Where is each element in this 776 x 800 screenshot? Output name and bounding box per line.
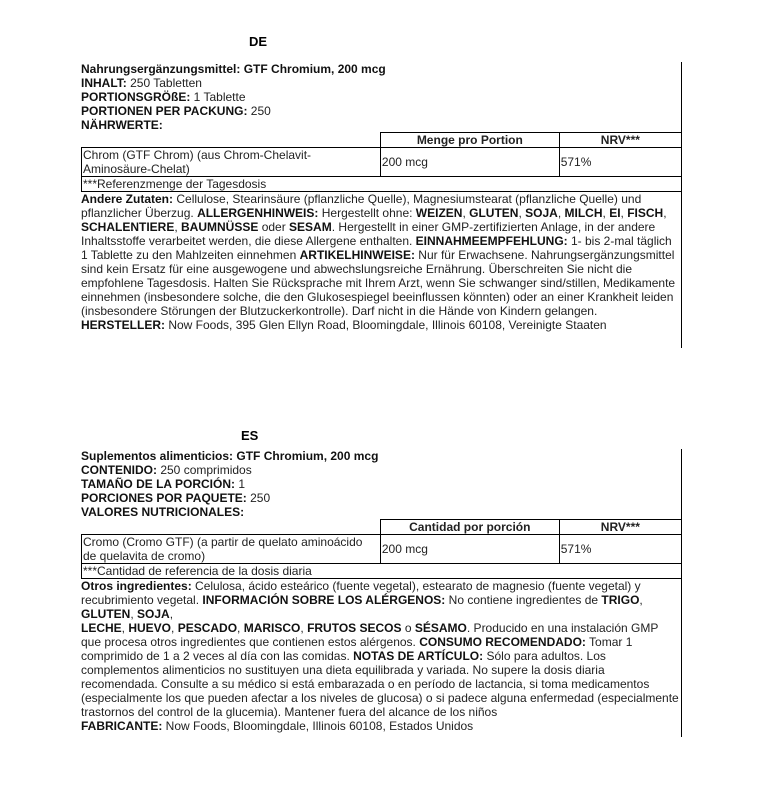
table-row [82, 148, 682, 177]
table-header-row [82, 520, 682, 535]
table-header-row [82, 133, 682, 148]
nutrition-table-de [81, 132, 682, 192]
ingredients-paragraph: Otros ingredientes: Celulosa, ácido esteárico (fuente vegetal), estearato de magnesio (fuente vegetal) y recubrimiento vegetal. INFORMACIÓN SOBRE LOS ALÉRGENOS: No contiene ingredientes de TRIGO, GLUTEN, SOJA, LECHE, HUEVO, PESCADO, MARISCO, FRUTOS SECOS o SÉSAMO. Producido en una instalación GMP que procesa otros ingredientes que contienen estos alérgenos. CONSUMO RECOMENDADO: Tomar 1 comprimido de 1 a 2 veces al día con las comidas. NOTAS DE ARTÍCULO: Sólo para adultos. Los complementos alimenticios no sustituyen una dieta equilibrada y variada. No supere la dosis diaria recomendada. Consulte a su médico si está embarazada o en período de lactancia, si toma medicamentos (especialmente los que pueden afectar a los niveles de glucosa) o si padece alguna enfermedad (especialmente trastornos del control de la glucemia). Mantener fuera del alcance de los niños [81, 579, 679, 719]
content-line: INHALT: 250 Tabletten [81, 76, 202, 90]
servings-per-pack-line: PORCIONES POR PAQUETE: 250 [81, 491, 271, 505]
manufacturer-line: FABRICANTE: Now Foods, Bloomingdale, Illinois 60108, Estados Unidos [81, 719, 474, 733]
content-line: CONTENIDO: 250 comprimidos [81, 463, 252, 477]
product-line: Nahrungsergänzungsmittel: GTF Chromium, 200 mcg [81, 62, 386, 76]
nutrient-amount: 200 mcg [380, 535, 559, 564]
label-block-de [81, 62, 682, 348]
table-row [82, 535, 682, 564]
language-heading-de: DE [249, 34, 268, 49]
language-heading-es: ES [241, 428, 259, 443]
ingredients-paragraph: Andere Zutaten: Cellulose, Stearinsäure (pflanzliche Quelle), Magnesiumstearat (pflanzliche Quelle) und pflanzlicher Überzug. ALLERGENHINWEIS: Hergestellt ohne: WEIZEN, GLUTEN, SOJA, MILCH, EI, FISCH, SCHALENTIERE, BAUMNÜSSE oder SESAM. Hergestellt in einer GMP-zertifizierten Anlage, in der andere Inhaltsstoffe verarbeitet werden, die diese Allergene enthalten. EINNAHMEEMPFEHLUNG: 1- bis 2-mal täglich 1 Tablette zu den Mahlzeiten einnehmen ARTIKELHINWEISE: Nur für Erwachsene. Nahrungsergänzungsmittel sind kein Ersatz für eine ausgewogene und abwechslungsreiche Ernährung. Überschreiten Sie nicht die empfohlene Tagesdosis. Halten Sie Rücksprache mit Ihrem Arzt, wenn Sie schwanger sind/stillen, Medikamente einnehmen (insbesondere solche, die den Glukosespiegel beeinflussen könnten) oder an einer Krankheit leiden (insbesondere Störungen der Blutzuckerkontrolle). Darf nicht in die Hände von Kindern gelangen. [81, 192, 676, 318]
label-block-es [81, 449, 682, 737]
header-amount: Cantidad por porción [380, 520, 559, 535]
footnote-row [82, 177, 682, 192]
header-amount: Menge pro Portion [380, 133, 559, 148]
nutrient-nrv: 571% [559, 535, 681, 564]
nutrient-amount: 200 mcg [380, 148, 559, 177]
manufacturer-line: HERSTELLER: Now Foods, 395 Glen Ellyn Road, Bloomingdale, Illinois 60108, Vereinigte Staaten [81, 318, 607, 332]
nutrition-table-es [81, 519, 682, 579]
nutrient-name: Cromo (Cromo GTF) (a partir de quelato aminoácido de quelavita de cromo) [82, 535, 381, 564]
serving-size-line: PORTIONSGRÖßE: 1 Tablette [81, 90, 246, 104]
nutrition-heading: NÄHRWERTE: [81, 118, 163, 132]
nutrition-heading: VALORES NUTRICIONALES: [81, 505, 245, 519]
nutrient-name: Chrom (GTF Chrom) (aus Chrom-Chelavit-Aminosäure-Chelat) [82, 148, 381, 177]
servings-per-pack-line: PORTIONEN PER PACKUNG: 250 [81, 104, 271, 118]
serving-size-line: TAMAÑO DE LA PORCIÓN: 1 [81, 477, 246, 491]
nutrient-nrv: 571% [559, 148, 681, 177]
header-nrv: NRV*** [559, 520, 681, 535]
header-nrv: NRV*** [559, 133, 681, 148]
product-line: Suplementos alimenticios: GTF Chromium, 200 mcg [81, 449, 379, 463]
footnote: ***Referenzmenge der Tagesdosis [82, 177, 682, 192]
footnote: ***Cantidad de referencia de la dosis diaria [82, 564, 682, 579]
footnote-row [82, 564, 682, 579]
